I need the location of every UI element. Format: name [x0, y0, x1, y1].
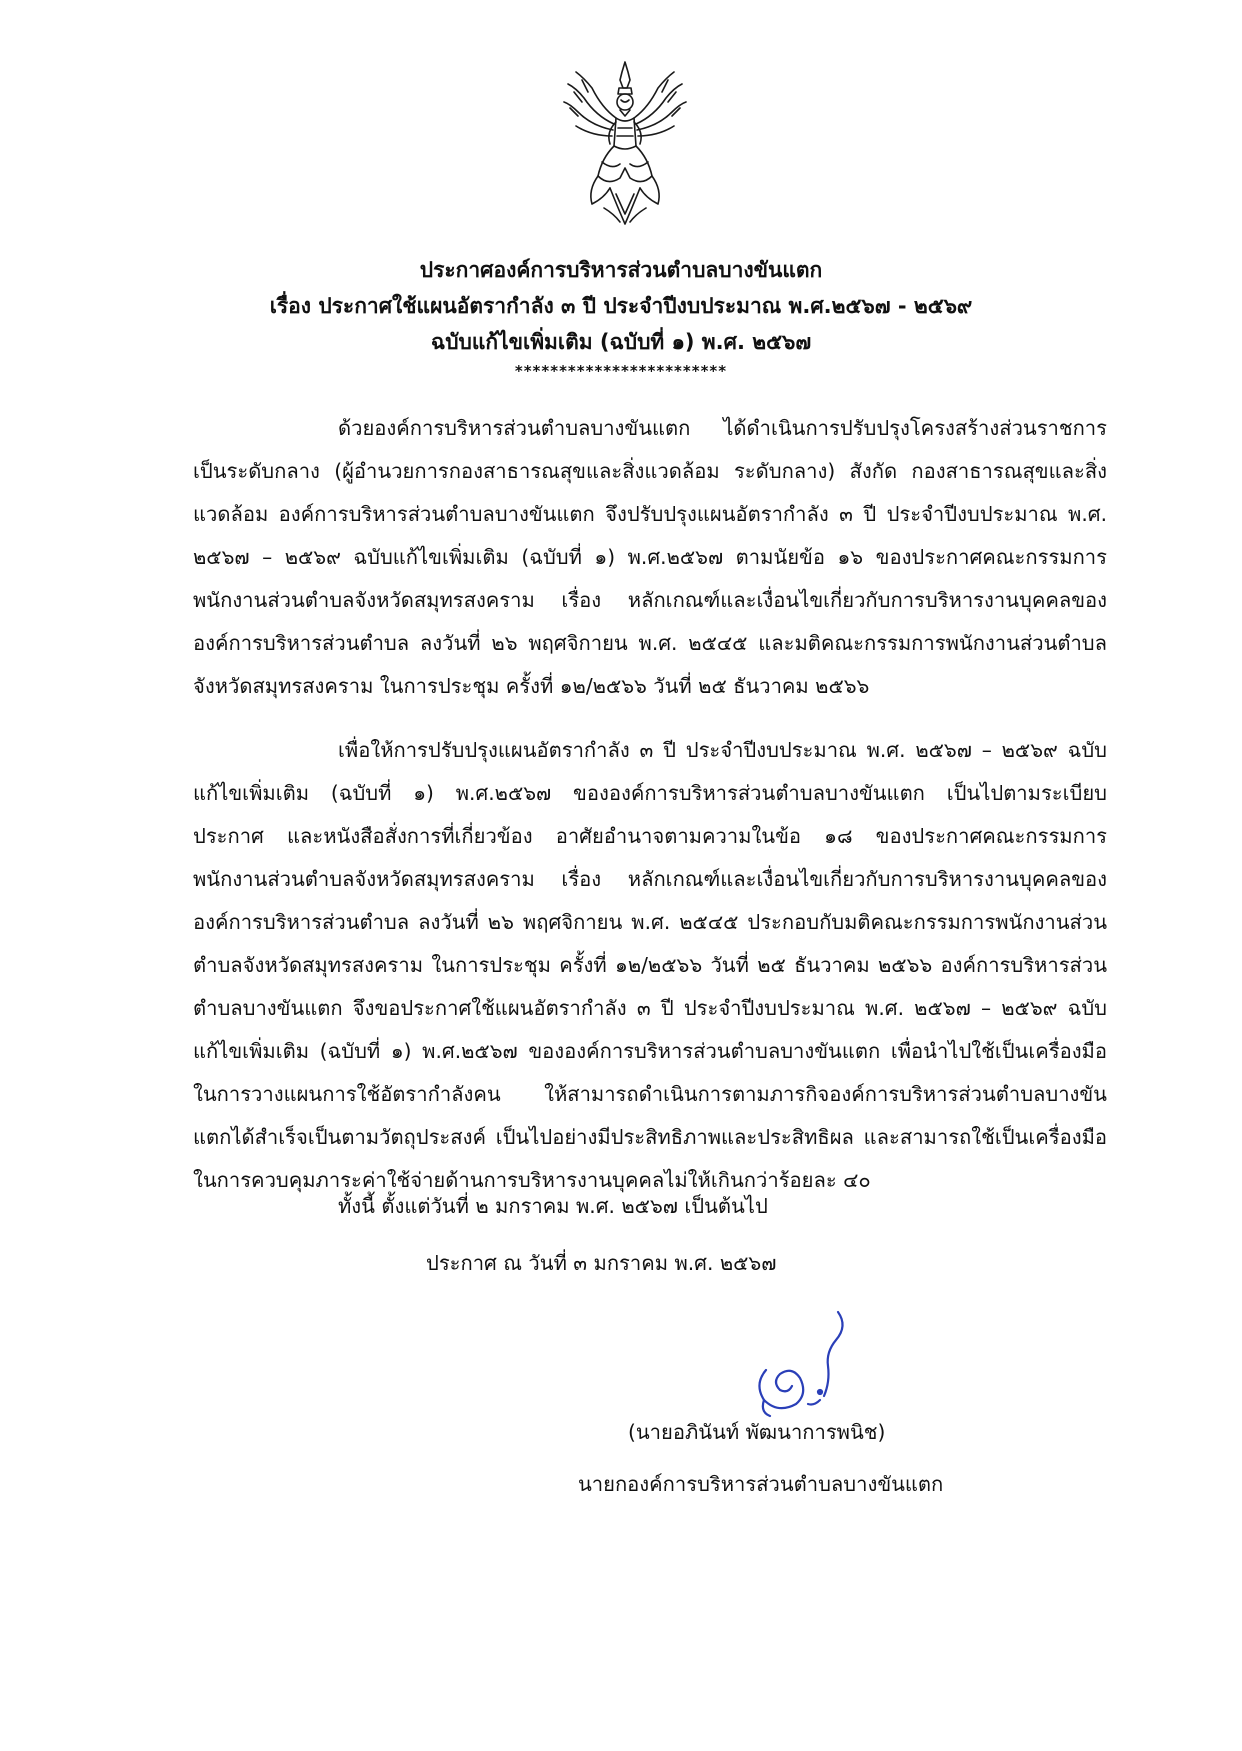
announced-date: ประกาศ ณ วันที่ ๓ มกราคม พ.ศ. ๒๕๖๗ [426, 1251, 777, 1275]
document-edition: ฉบับแก้ไขเพิ่มเติม (ฉบับที่ ๑) พ.ศ. ๒๕๖๗ [430, 330, 812, 354]
body-paragraph-1: ด้วยองค์การบริหารส่วนตำบลบางขันแตก ได้ดำเนินการปรับปรุงโครงสร้างส่วนราชการเป็นระดับกลาง (ผู้อำนวยการกองสาธารณสุขและสิ่งแวดล้อม ระดับกลาง) สังกัด กองสาธารณสุขและสิ่งแวดล้อม องค์การบริหารส่วนตำบลบางขันแตก จึงปรับปรุงแผนอัตรากำลัง ๓ ปี ประจำปีงบประมาณ พ.ศ. ๒๕๖๗ – ๒๕๖๙ ฉบับแก้ไขเพิ่มเติม (ฉบับที่ ๑) พ.ศ.๒๕๖๗ ตามนัยข้อ ๑๖ ของประกาศคณะกรรมการพนักงานส่วนตำบลจังหวัดสมุทรสงคราม เรื่อง หลักเกณฑ์และเงื่อนไขเกี่ยวกับการบริหารงานบุคคลขององค์การบริหารส่วนตำบล ลงวันที่ ๒๖ พฤศจิกายน พ.ศ. ๒๕๔๕ และมติคณะกรรมการพนักงานส่วนตำบลจังหวัดสมุทรสงคราม ในการประชุม ครั้งที่ ๑๒/๒๕๖๖ วันที่ ๒๕ ธันวาคม ๒๕๖๖ [193, 416, 1107, 698]
signature [740, 1300, 870, 1430]
header-divider: ************************ [514, 362, 728, 380]
document-body [193, 407, 1107, 1202]
garuda-emblem-icon [558, 58, 692, 230]
document-issuer: ประกาศองค์การบริหารส่วนตำบลบางขันแตก [419, 258, 823, 282]
document-header [0, 252, 1242, 382]
signer-title: นายกองค์การบริหารส่วนตำบลบางขันแตก [578, 1472, 944, 1496]
effective-date: ทั้งนี้ ตั้งแต่วันที่ ๒ มกราคม พ.ศ. ๒๕๖๗ เป็นต้นไป [338, 1194, 768, 1218]
document-subject: เรื่อง ประกาศใช้แผนอัตรากำลัง ๓ ปี ประจำปีงบประมาณ พ.ศ.๒๕๖๗ - ๒๕๖๙ [269, 294, 973, 318]
signer-name: (นายอภินันท์ พัฒนาการพนิช) [628, 1420, 886, 1444]
body-paragraph-2: เพื่อให้การปรับปรุงแผนอัตรากำลัง ๓ ปี ประจำปีงบประมาณ พ.ศ. ๒๕๖๗ – ๒๕๖๙ ฉบับแก้ไขเพิ่มเติม (ฉบับที่ ๑) พ.ศ.๒๕๖๗ ขององค์การบริหารส่วนตำบลบางขันแตก เป็นไปตามระเบียบ ประกาศ และหนังสือสั่งการที่เกี่ยวข้อง อาศัยอำนาจตามความในข้อ ๑๘ ของประกาศคณะกรรมการพนักงานส่วนตำบลจังหวัดสมุทรสงคราม เรื่อง หลักเกณฑ์และเงื่อนไขเกี่ยวกับการบริหารงานบุคคลขององค์การบริหารส่วนตำบล ลงวันที่ ๒๖ พฤศจิกายน พ.ศ. ๒๕๔๕ ประกอบกับมติคณะกรรมการพนักงานส่วนตำบลจังหวัดสมุทรสงคราม ในการประชุม ครั้งที่ ๑๒/๒๕๖๖ วันที่ ๒๕ ธันวาคม ๒๕๖๖ องค์การบริหารส่วนตำบลบางขันแตก จึงขอประกาศใช้แผนอัตรากำลัง ๓ ปี ประจำปีงบประมาณ พ.ศ. ๒๕๖๗ – ๒๕๖๙ ฉบับแก้ไขเพิ่มเติม (ฉบับที่ ๑) พ.ศ.๒๕๖๗ ขององค์การบริหารส่วนตำบลบางขันแตก เพื่อนำไปใช้เป็นเครื่องมือในการวางแผนการใช้อัตรากำลังคน ให้สามารถดำเนินการตามภารกิจองค์การบริหารส่วนตำบลบางขันแตกได้สำเร็จเป็นตามวัตถุประสงค์ เป็นไปอย่างมีประสิทธิภาพและประสิทธิผล และสามารถใช้เป็นเครื่องมือในการควบคุมภาระค่าใช้จ่ายด้านการบริหารงานบุคคลไม่ให้เกินกว่าร้อยละ ๔๐ [193, 738, 1107, 1192]
